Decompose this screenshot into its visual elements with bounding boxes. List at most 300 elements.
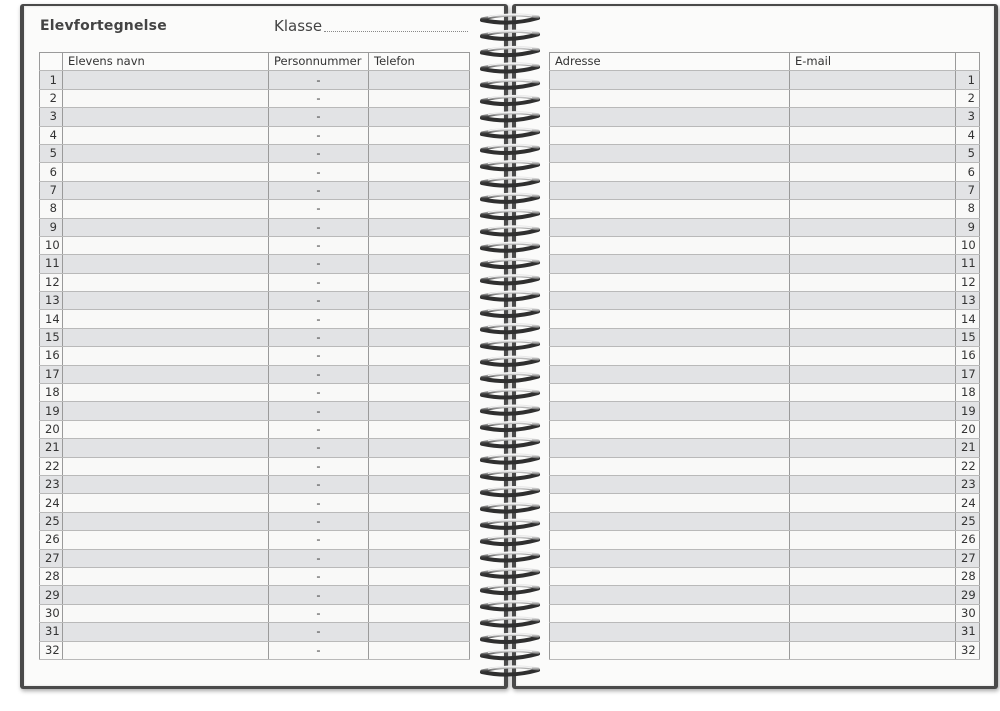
email-cell[interactable]: [790, 384, 956, 402]
table-row: [40, 108, 470, 126]
personal-number-cell[interactable]: -: [269, 402, 369, 420]
student-name-cell[interactable]: [63, 200, 269, 218]
personal-number-cell[interactable]: -: [269, 586, 369, 604]
phone-cell[interactable]: [369, 384, 470, 402]
row-number: 11: [956, 255, 980, 273]
personal-number-cell[interactable]: -: [269, 347, 369, 365]
row-number: 2: [40, 89, 63, 107]
personal-number-cell[interactable]: -: [269, 181, 369, 199]
personal-number-cell[interactable]: -: [269, 126, 369, 144]
table-row: [40, 71, 470, 89]
phone-cell[interactable]: [369, 144, 470, 162]
address-cell[interactable]: [550, 89, 790, 107]
student-name-cell[interactable]: [63, 604, 269, 622]
student-name-cell[interactable]: [63, 273, 269, 291]
personal-number-cell[interactable]: -: [269, 292, 369, 310]
personal-number-cell[interactable]: -: [269, 457, 369, 475]
address-cell[interactable]: [550, 567, 790, 585]
personal-number-cell[interactable]: -: [269, 549, 369, 567]
row-number: 18: [956, 384, 980, 402]
spiral-ring-icon: [482, 112, 538, 120]
phone-cell[interactable]: [369, 475, 470, 493]
student-name-cell[interactable]: [63, 567, 269, 585]
table-row: [40, 273, 470, 291]
table-header-row: [550, 53, 980, 71]
row-number: 29: [40, 586, 63, 604]
personal-number-cell[interactable]: -: [269, 218, 369, 236]
address-cell[interactable]: [550, 347, 790, 365]
phone-cell[interactable]: [369, 328, 470, 346]
phone-cell[interactable]: [369, 604, 470, 622]
row-number: 6: [956, 163, 980, 181]
address-cell[interactable]: [550, 181, 790, 199]
spiral-ring-icon: [482, 585, 538, 593]
table-row: [550, 384, 980, 402]
row-number: 27: [40, 549, 63, 567]
student-name-cell[interactable]: [63, 549, 269, 567]
personal-number-cell[interactable]: -: [269, 144, 369, 162]
row-number: 21: [956, 439, 980, 457]
student-name-cell[interactable]: [63, 108, 269, 126]
student-table-right: [549, 52, 980, 660]
spiral-ring-icon: [482, 634, 538, 642]
table-row: [40, 144, 470, 162]
student-name-cell[interactable]: [63, 365, 269, 383]
table-row: [40, 567, 470, 585]
email-cell[interactable]: [790, 144, 956, 162]
table-row: [550, 181, 980, 199]
personal-number-cell[interactable]: -: [269, 310, 369, 328]
row-number: 12: [956, 273, 980, 291]
email-cell[interactable]: [790, 567, 956, 585]
email-cell[interactable]: [790, 457, 956, 475]
row-number: 11: [40, 255, 63, 273]
row-number: 6: [40, 163, 63, 181]
spiral-ring-icon: [482, 650, 538, 658]
table-row: [40, 126, 470, 144]
email-cell[interactable]: [790, 71, 956, 89]
row-number: 15: [40, 328, 63, 346]
table-row: [550, 420, 980, 438]
student-name-cell[interactable]: [63, 71, 269, 89]
spiral-ring-icon: [482, 389, 538, 397]
table-row: [40, 365, 470, 383]
address-cell[interactable]: [550, 163, 790, 181]
table-row: [550, 218, 980, 236]
table-row: [40, 512, 470, 530]
row-number: 27: [956, 549, 980, 567]
email-cell[interactable]: [790, 163, 956, 181]
personal-number-cell[interactable]: -: [269, 255, 369, 273]
table-row: [40, 457, 470, 475]
student-name-cell[interactable]: [63, 144, 269, 162]
address-cell[interactable]: [550, 604, 790, 622]
row-number: 21: [40, 439, 63, 457]
row-number: 22: [40, 457, 63, 475]
phone-cell[interactable]: [369, 439, 470, 457]
phone-cell[interactable]: [369, 549, 470, 567]
student-name-cell[interactable]: [63, 89, 269, 107]
email-cell[interactable]: [790, 273, 956, 291]
phone-cell[interactable]: [369, 420, 470, 438]
row-number: 23: [40, 475, 63, 493]
email-cell[interactable]: [790, 475, 956, 493]
phone-cell[interactable]: [369, 163, 470, 181]
table-row: [40, 549, 470, 567]
row-number: 17: [40, 365, 63, 383]
phone-cell[interactable]: [369, 623, 470, 641]
table-row: [550, 494, 980, 512]
address-cell[interactable]: [550, 420, 790, 438]
email-cell[interactable]: [790, 512, 956, 530]
phone-cell[interactable]: [369, 273, 470, 291]
row-number: 24: [956, 494, 980, 512]
email-cell[interactable]: [790, 623, 956, 641]
header-student-name: Elevens navn: [63, 53, 269, 71]
address-cell[interactable]: [550, 273, 790, 291]
address-cell[interactable]: [550, 365, 790, 383]
address-cell[interactable]: [550, 475, 790, 493]
row-number: 1: [40, 71, 63, 89]
table-row: [40, 623, 470, 641]
email-cell[interactable]: [790, 586, 956, 604]
personal-number-cell[interactable]: -: [269, 494, 369, 512]
table-row: [550, 144, 980, 162]
table-row: [550, 365, 980, 383]
personal-number-cell[interactable]: -: [269, 641, 369, 659]
spiral-ring-icon: [482, 568, 538, 576]
address-cell[interactable]: [550, 384, 790, 402]
email-cell[interactable]: [790, 218, 956, 236]
student-name-cell[interactable]: [63, 347, 269, 365]
email-cell[interactable]: [790, 328, 956, 346]
spiral-ring-icon: [482, 373, 538, 381]
phone-cell[interactable]: [369, 494, 470, 512]
phone-cell[interactable]: [369, 310, 470, 328]
email-cell[interactable]: [790, 236, 956, 254]
row-number: 13: [956, 292, 980, 310]
row-number: 3: [956, 108, 980, 126]
address-cell[interactable]: [550, 623, 790, 641]
personal-number-cell[interactable]: -: [269, 200, 369, 218]
table-row: [550, 531, 980, 549]
email-cell[interactable]: [790, 255, 956, 273]
student-name-cell[interactable]: [63, 420, 269, 438]
spiral-ring-icon: [482, 552, 538, 560]
personal-number-cell[interactable]: -: [269, 89, 369, 107]
student-name-cell[interactable]: [63, 531, 269, 549]
personal-number-cell[interactable]: -: [269, 365, 369, 383]
address-cell[interactable]: [550, 531, 790, 549]
email-cell[interactable]: [790, 641, 956, 659]
table-row: [550, 347, 980, 365]
table-row: [40, 200, 470, 218]
student-name-cell[interactable]: [63, 623, 269, 641]
spiral-ring-icon: [482, 128, 538, 136]
table-row: [550, 126, 980, 144]
student-name-cell[interactable]: [63, 586, 269, 604]
row-number: 31: [956, 623, 980, 641]
table-row: [40, 255, 470, 273]
phone-cell[interactable]: [369, 181, 470, 199]
student-name-cell[interactable]: [63, 402, 269, 420]
table-row: [550, 89, 980, 107]
table-row: [550, 108, 980, 126]
personal-number-cell[interactable]: -: [269, 604, 369, 622]
email-cell[interactable]: [790, 126, 956, 144]
table-row: [550, 439, 980, 457]
phone-cell[interactable]: [369, 292, 470, 310]
email-cell[interactable]: [790, 200, 956, 218]
phone-cell[interactable]: [369, 200, 470, 218]
row-number: 14: [956, 310, 980, 328]
spiral-ring-icon: [482, 161, 538, 169]
spiral-ring-icon: [482, 536, 538, 544]
spiral-ring-icon: [482, 471, 538, 479]
row-number: 22: [956, 457, 980, 475]
email-cell[interactable]: [790, 439, 956, 457]
row-number: 13: [40, 292, 63, 310]
table-row: [40, 292, 470, 310]
student-name-cell[interactable]: [63, 512, 269, 530]
personal-number-cell[interactable]: -: [269, 531, 369, 549]
phone-cell[interactable]: [369, 402, 470, 420]
table-row: [550, 273, 980, 291]
personal-number-cell[interactable]: -: [269, 567, 369, 585]
email-cell[interactable]: [790, 402, 956, 420]
email-cell[interactable]: [790, 420, 956, 438]
student-name-cell[interactable]: [63, 641, 269, 659]
spiral-binding: [478, 0, 542, 711]
student-name-cell[interactable]: [63, 163, 269, 181]
email-cell[interactable]: [790, 549, 956, 567]
address-cell[interactable]: [550, 200, 790, 218]
phone-cell[interactable]: [369, 641, 470, 659]
spiral-ring-icon: [482, 14, 538, 22]
table-row: [550, 200, 980, 218]
row-number: 25: [956, 512, 980, 530]
personal-number-cell[interactable]: -: [269, 439, 369, 457]
header-address: Adresse: [550, 53, 790, 71]
address-cell[interactable]: [550, 641, 790, 659]
personal-number-cell[interactable]: -: [269, 236, 369, 254]
header-email: E-mail: [790, 53, 956, 71]
row-number: 10: [40, 236, 63, 254]
spiral-ring-icon: [482, 357, 538, 365]
row-number: 26: [956, 531, 980, 549]
table-row: [40, 475, 470, 493]
address-cell[interactable]: [550, 126, 790, 144]
student-name-cell[interactable]: [63, 292, 269, 310]
phone-cell[interactable]: [369, 218, 470, 236]
phone-cell[interactable]: [369, 347, 470, 365]
table-row: [550, 567, 980, 585]
address-cell[interactable]: [550, 108, 790, 126]
row-number: 1: [956, 71, 980, 89]
row-number: 30: [956, 604, 980, 622]
spiral-ring-icon: [482, 520, 538, 528]
email-cell[interactable]: [790, 89, 956, 107]
row-number: 17: [956, 365, 980, 383]
address-cell[interactable]: [550, 586, 790, 604]
address-cell[interactable]: [550, 439, 790, 457]
phone-cell[interactable]: [369, 512, 470, 530]
table-row: [550, 475, 980, 493]
row-number: 28: [956, 567, 980, 585]
address-cell[interactable]: [550, 255, 790, 273]
row-number: 8: [956, 200, 980, 218]
phone-cell[interactable]: [369, 457, 470, 475]
table-row: [550, 71, 980, 89]
phone-cell[interactable]: [369, 567, 470, 585]
address-cell[interactable]: [550, 328, 790, 346]
student-name-cell[interactable]: [63, 218, 269, 236]
address-cell[interactable]: [550, 236, 790, 254]
email-cell[interactable]: [790, 108, 956, 126]
table-row: [40, 181, 470, 199]
address-cell[interactable]: [550, 402, 790, 420]
spiral-ring-icon: [482, 145, 538, 153]
table-row: [550, 163, 980, 181]
phone-cell[interactable]: [369, 255, 470, 273]
address-cell[interactable]: [550, 494, 790, 512]
phone-cell[interactable]: [369, 126, 470, 144]
row-number: 26: [40, 531, 63, 549]
spiral-ring-icon: [482, 79, 538, 87]
table-row: [40, 218, 470, 236]
address-cell[interactable]: [550, 218, 790, 236]
personal-number-cell[interactable]: -: [269, 475, 369, 493]
header-number: [956, 53, 980, 71]
student-name-cell[interactable]: [63, 384, 269, 402]
personal-number-cell[interactable]: -: [269, 71, 369, 89]
table-row: [40, 604, 470, 622]
spiral-ring-icon: [482, 226, 538, 234]
spiral-ring-icon: [482, 438, 538, 446]
row-number: 19: [956, 402, 980, 420]
row-number: 3: [40, 108, 63, 126]
email-cell[interactable]: [790, 494, 956, 512]
table-row: [40, 384, 470, 402]
table-row: [40, 328, 470, 346]
row-number: 2: [956, 89, 980, 107]
table-row: [550, 310, 980, 328]
student-name-cell[interactable]: [63, 494, 269, 512]
phone-cell[interactable]: [369, 89, 470, 107]
email-cell[interactable]: [790, 181, 956, 199]
personal-number-cell[interactable]: -: [269, 623, 369, 641]
row-number: 14: [40, 310, 63, 328]
phone-cell[interactable]: [369, 71, 470, 89]
email-cell[interactable]: [790, 310, 956, 328]
personal-number-cell[interactable]: -: [269, 384, 369, 402]
student-name-cell[interactable]: [63, 236, 269, 254]
email-cell[interactable]: [790, 604, 956, 622]
email-cell[interactable]: [790, 292, 956, 310]
row-number: 9: [40, 218, 63, 236]
table-row: [550, 604, 980, 622]
row-number: 9: [956, 218, 980, 236]
row-number: 5: [40, 144, 63, 162]
row-number: 18: [40, 384, 63, 402]
personal-number-cell[interactable]: -: [269, 328, 369, 346]
spiral-ring-icon: [482, 194, 538, 202]
table-row: [550, 549, 980, 567]
spiral-ring-icon: [482, 275, 538, 283]
student-name-cell[interactable]: [63, 328, 269, 346]
spiral-ring-icon: [482, 31, 538, 39]
personal-number-cell[interactable]: -: [269, 273, 369, 291]
student-name-cell[interactable]: [63, 457, 269, 475]
student-name-cell[interactable]: [63, 126, 269, 144]
table-row: [40, 586, 470, 604]
row-number: 4: [40, 126, 63, 144]
student-name-cell[interactable]: [63, 475, 269, 493]
table-row: [550, 586, 980, 604]
row-number: 10: [956, 236, 980, 254]
row-number: 24: [40, 494, 63, 512]
phone-cell[interactable]: [369, 108, 470, 126]
personal-number-cell[interactable]: -: [269, 108, 369, 126]
personal-number-cell[interactable]: -: [269, 420, 369, 438]
student-name-cell[interactable]: [63, 255, 269, 273]
phone-cell[interactable]: [369, 586, 470, 604]
row-number: 5: [956, 144, 980, 162]
phone-cell[interactable]: [369, 365, 470, 383]
class-label: Klasse: [274, 17, 323, 35]
table-row: [550, 623, 980, 641]
table-row: [40, 439, 470, 457]
spiral-ring-icon: [482, 210, 538, 218]
student-name-cell[interactable]: [63, 310, 269, 328]
personal-number-cell[interactable]: -: [269, 512, 369, 530]
spiral-ring-icon: [482, 503, 538, 511]
address-cell[interactable]: [550, 310, 790, 328]
page-title: Elevfortegnelse: [40, 18, 167, 34]
row-number: 12: [40, 273, 63, 291]
address-cell[interactable]: [550, 457, 790, 475]
table-row: [40, 236, 470, 254]
row-number: 19: [40, 402, 63, 420]
row-number: 8: [40, 200, 63, 218]
spiral-ring-icon: [482, 96, 538, 104]
email-cell[interactable]: [790, 365, 956, 383]
address-cell[interactable]: [550, 144, 790, 162]
student-name-cell[interactable]: [63, 181, 269, 199]
spiral-ring-icon: [482, 63, 538, 71]
table-row: [40, 89, 470, 107]
row-number: 32: [956, 641, 980, 659]
phone-cell[interactable]: [369, 236, 470, 254]
spiral-ring-icon: [482, 617, 538, 625]
email-cell[interactable]: [790, 347, 956, 365]
address-cell[interactable]: [550, 512, 790, 530]
phone-cell[interactable]: [369, 531, 470, 549]
address-cell[interactable]: [550, 71, 790, 89]
header-phone: Telefon: [369, 53, 470, 71]
email-cell[interactable]: [790, 531, 956, 549]
personal-number-cell[interactable]: -: [269, 163, 369, 181]
spiral-ring-icon: [482, 47, 538, 55]
table-row: [40, 347, 470, 365]
address-cell[interactable]: [550, 549, 790, 567]
address-cell[interactable]: [550, 292, 790, 310]
header-personal-number: Personnummer: [269, 53, 369, 71]
row-number: 31: [40, 623, 63, 641]
table-row: [550, 236, 980, 254]
student-name-cell[interactable]: [63, 439, 269, 457]
spiral-ring-icon: [482, 324, 538, 332]
